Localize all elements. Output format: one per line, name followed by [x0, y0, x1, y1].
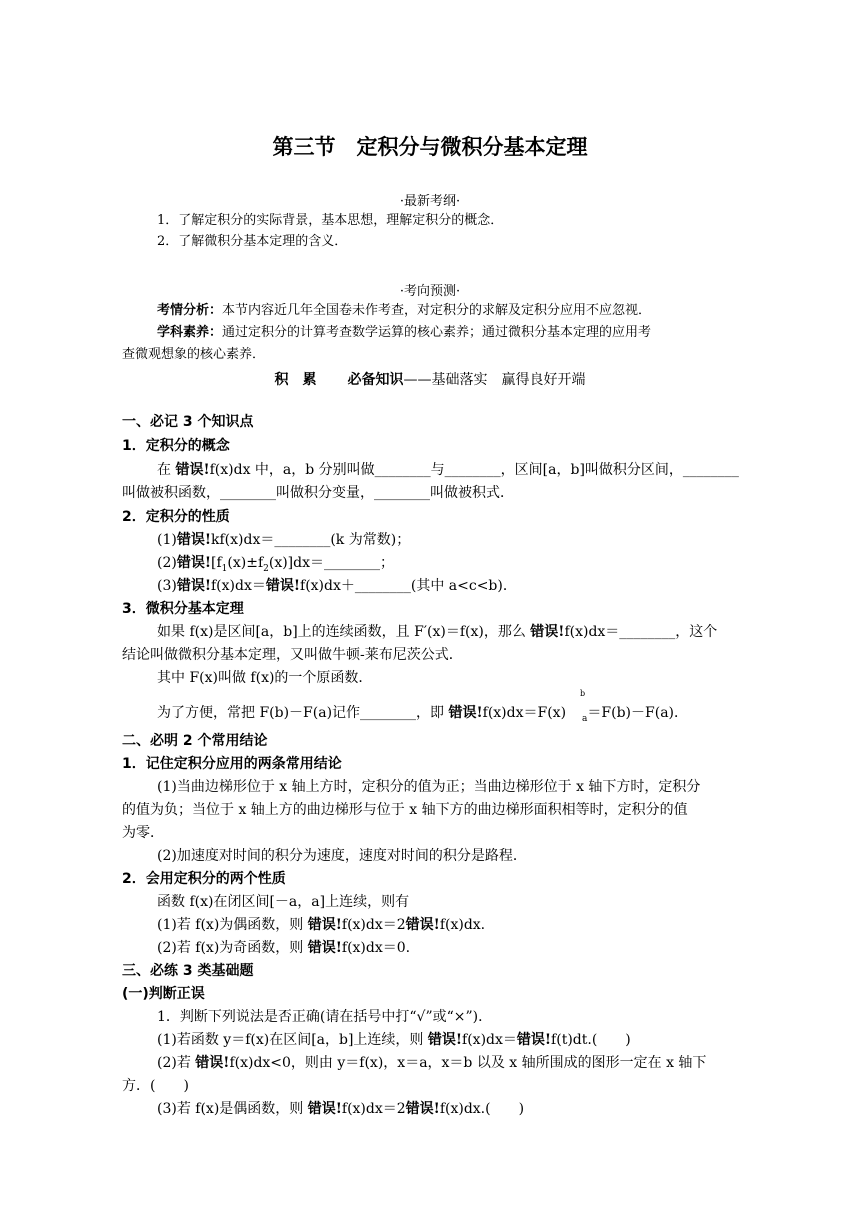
s2-p3: 为零．	[122, 825, 164, 841]
banner-part2: 必备知识	[347, 372, 404, 388]
s3-q1-1: (1)若函数 y＝f(x)在区间[a，b]上连续，则 错误!f(x)dx＝错误!f(t)dt.( )	[157, 1032, 631, 1048]
forecast-analysis	[157, 301, 651, 321]
s1-heading: 一、必记 3 个知识点	[122, 414, 254, 430]
s3-q1: 1．判断下列说法是否正确(请在括号中打“√”或“×”)．	[157, 1009, 493, 1025]
s1-antiderivative: 其中 F(x)叫做 f(x)的一个原函数．	[157, 670, 373, 686]
forecast-literacy-cont: 查微观想象的核心素养．	[122, 347, 266, 362]
s2-p5: 函数 f(x)在闭区间[－a，a]上连续，则有	[157, 894, 410, 910]
analysis-text: 本节内容近几年全国卷未作考查，对定积分的求解及定积分应用不应忽视．	[222, 303, 652, 318]
literacy-label: 学科素养：	[157, 325, 223, 340]
s3-q1-2: (2)若 错误!f(x)dx<0，则由 y＝f(x)，x＝a，x＝b 以及 x 轴所围成的图形一定在 x 轴下	[157, 1055, 707, 1071]
s2-p7: (2)若 f(x)为奇函数，则 错误!f(x)dx＝0.	[157, 940, 411, 956]
s1-prop1: (1)错误!kf(x)dx＝________(k 为常数)；	[157, 532, 411, 548]
s1-h1: 1．定积分的概念	[122, 438, 230, 454]
outline-item-2: 2．了解微积分基本定理的含义．	[157, 234, 348, 249]
upper-limit-b: b	[580, 689, 586, 698]
s2-h1: 1．记住定积分应用的两条常用结论	[122, 756, 342, 772]
s2-p2: 的值为负；当位于 x 轴上方的曲边梯形与位于 x 轴下方的曲边梯形面积相等时，定积分的值	[122, 802, 688, 818]
banner-part1: 积 累	[274, 372, 317, 388]
s2-p1: (1)当曲边梯形位于 x 轴上方时，定积分的值为正；当曲边梯形位于 x 轴下方时，定积分	[157, 779, 701, 795]
forecast-literacy	[157, 323, 651, 343]
s1-prop2: (2)错误$![f_1(x)\pm f_2(x)]dx=\_\_\_\_\_\_\_\_$；	[157, 555, 394, 574]
s1-theorem: 如果 f(x)是区间[a，b]上的连续函数，且 F′(x)＝f(x)，那么 错误!f(x)dx＝________，这个	[157, 624, 718, 640]
s3-sub: (一)判断正误	[122, 986, 205, 1002]
s1-p1-cont: 叫做被积函数，________叫做积分变量，________叫做被积式．	[122, 485, 514, 501]
forecast-heading: ·考向预测·	[399, 284, 461, 299]
s1-h3: 3．微积分基本定理	[122, 601, 244, 617]
section-banner	[0, 369, 860, 389]
page-title: 第三节 定积分与微积分基本定理	[272, 135, 588, 159]
s1-h2: 2．定积分的性质	[122, 509, 230, 525]
s1-notation: 为了方便，常把 F(b)－F(a)记作________，即 错误!f(x)dx＝F(x) $_a$＝F(b)－F(a)．	[157, 705, 689, 724]
s2-p4: (2)加速度对时间的积分为速度，速度对时间的积分是路程．	[157, 848, 527, 864]
banner-part3: ——基础落实 赢得良好开端	[403, 372, 586, 388]
s3-q1-3: (3)若 f(x)是偶函数，则 错误!f(x)dx＝2错误!f(x)dx.( )	[157, 1101, 525, 1117]
s1-prop3: (3)错误!f(x)dx＝错误!f(x)dx＋________(其中 a<c<b)．	[157, 578, 517, 594]
s3-heading: 三、必练 3 类基础题	[122, 963, 254, 979]
s1-p1: 在 错误!f(x)dx 中，a，b 分别叫做________与________，区间[a，b]叫做积分区间，________	[157, 462, 739, 478]
err-mark: 错误!	[175, 462, 210, 478]
outline-item-1: 1．了解定积分的实际背景，基本思想，理解定积分的概念．	[157, 213, 504, 228]
analysis-label: 考情分析：	[157, 303, 223, 318]
s3-q1-2-cont: 方．( )	[122, 1078, 189, 1094]
outline-heading: ·最新考纲·	[399, 194, 461, 209]
s2-heading: 二、必明 2 个常用结论	[122, 733, 268, 749]
s2-h2: 2．会用定积分的两个性质	[122, 871, 286, 887]
s1-theorem-cont: 结论叫做微积分基本定理，又叫做牛顿-莱布尼茨公式．	[122, 647, 463, 663]
s2-p6: (1)若 f(x)为偶函数，则 错误!f(x)dx＝2错误!f(x)dx.	[157, 917, 486, 933]
literacy-text: 通过定积分的计算考查数学运算的核心素养；通过微积分基本定理的应用考	[222, 325, 652, 340]
